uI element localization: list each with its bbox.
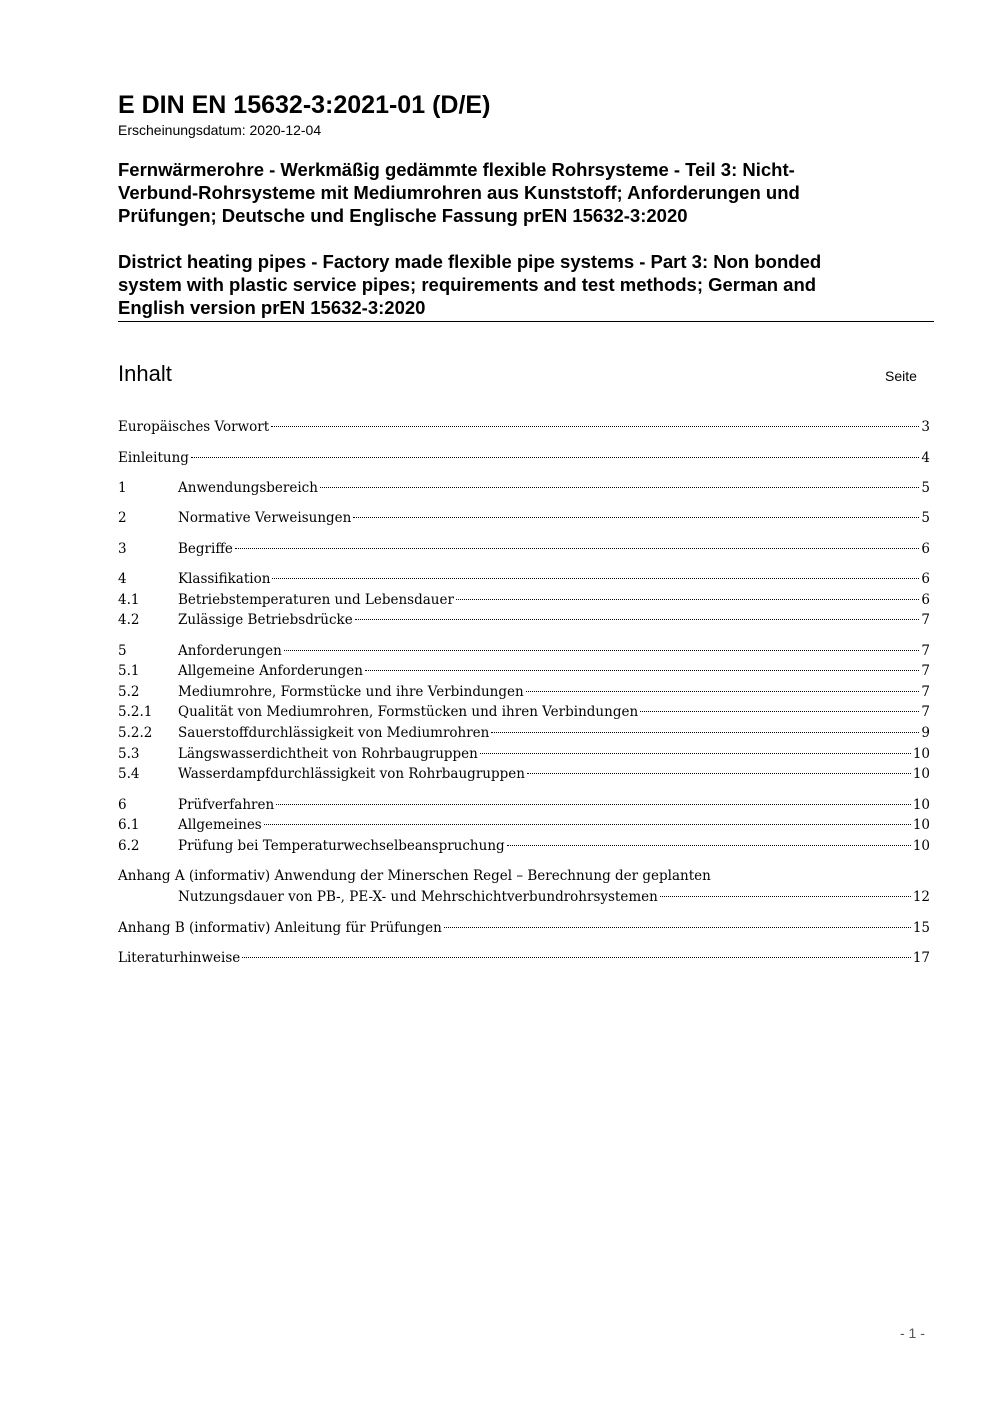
- toc-entry-label: Allgemeines: [178, 817, 262, 833]
- toc-entry[interactable]: [118, 764, 930, 784]
- toc-entry-page: 6: [921, 571, 930, 587]
- toc-leader: [456, 599, 919, 600]
- title-german: [118, 158, 918, 227]
- toc-entry[interactable]: [118, 448, 930, 468]
- toc-entry-page: 7: [921, 643, 930, 659]
- toc-entry-page: 10: [912, 766, 930, 782]
- toc-entry-page: 7: [921, 684, 930, 700]
- toc-entry-label: Normative Verweisungen: [178, 510, 352, 526]
- toc-entry-number: 5.3: [118, 746, 140, 762]
- toc-entry-page: 17: [912, 950, 930, 966]
- toc-leader: [365, 670, 919, 671]
- toc-entry-annex-b[interactable]: [118, 918, 930, 938]
- title-english-line: English version prEN 15632-3:2020: [118, 297, 426, 318]
- toc-leader: [444, 927, 911, 928]
- title-english: [118, 250, 918, 319]
- toc-entry[interactable]: [118, 508, 930, 528]
- title-german-line: Fernwärmerohre - Werkmäßig gedämmte flexible Rohrsysteme - Teil 3: Nicht-: [118, 159, 795, 180]
- toc-entry-number: 6.1: [118, 817, 140, 833]
- toc-entry-number: 4.1: [118, 592, 140, 608]
- toc-entry-annex-a[interactable]: [118, 866, 930, 908]
- toc-entry-page: 9: [921, 725, 930, 741]
- toc-leader: [272, 578, 919, 579]
- toc-leader: [527, 773, 911, 774]
- toc-entry-number: 4: [118, 571, 127, 587]
- toc-leader: [353, 517, 919, 518]
- toc-entry[interactable]: [118, 682, 930, 702]
- toc-entry-label: Literaturhinweise: [118, 950, 241, 966]
- title-english-line: District heating pipes - Factory made flexible pipe systems - Part 3: Non bonded: [118, 251, 822, 272]
- title-english-line: system with plastic service pipes; requirements and test methods; German and: [118, 274, 817, 295]
- toc-entry-label: Sauerstoffdurchlässigkeit von Mediumrohren: [178, 725, 490, 741]
- toc-leader: [235, 548, 920, 549]
- toc-entry-page: 10: [912, 838, 930, 854]
- toc-page-column-label: Seite: [885, 368, 917, 384]
- toc-entry[interactable]: [118, 539, 930, 559]
- toc-entry[interactable]: [118, 610, 930, 630]
- toc-entry-page: 5: [921, 510, 930, 526]
- toc-entry[interactable]: [118, 723, 930, 743]
- toc-leader: [491, 732, 919, 733]
- toc-entry-number: 5.2.1: [118, 704, 153, 720]
- toc-entry-page: 6: [921, 541, 930, 557]
- toc-entry-label: Anforderungen: [178, 643, 282, 659]
- toc-entry-page: 7: [921, 704, 930, 720]
- toc-entry-number: 5.2.2: [118, 725, 153, 741]
- toc-entry-label: Mediumrohre, Formstücke und ihre Verbindungen: [178, 684, 524, 700]
- toc-entry-label: Anhang A (informativ) Anwendung der Minerschen Regel – Berechnung der geplanten: [118, 868, 711, 884]
- toc-leader: [526, 691, 920, 692]
- toc-entry-label: Anhang B (informativ) Anleitung für Prüfungen: [118, 920, 442, 936]
- toc-entry-number: 1: [118, 480, 127, 496]
- toc-entry-label-continued: Nutzungsdauer von PB-, PE-X- und Mehrschichtverbundrohrsystemen: [178, 889, 658, 905]
- toc-entry[interactable]: [118, 836, 930, 856]
- toc-leader: [271, 426, 919, 427]
- toc-entry-number: 3: [118, 541, 127, 557]
- toc-entry[interactable]: [118, 795, 930, 815]
- toc-entry-number: 2: [118, 510, 127, 526]
- toc-leader: [191, 457, 919, 458]
- toc-entry-number: 5.1: [118, 663, 140, 679]
- toc-entry-label: Prüfverfahren: [178, 797, 275, 813]
- toc-entry-label: Anwendungsbereich: [178, 480, 318, 496]
- publication-date: Erscheinungsdatum: 2020-12-04: [118, 122, 322, 138]
- toc-entry-label: Europäisches Vorwort: [118, 419, 270, 435]
- toc-entry-label: Qualität von Mediumrohren, Formstücken und ihren Verbindungen: [178, 704, 639, 720]
- toc-entry-page: 15: [912, 920, 930, 936]
- toc-entry[interactable]: [118, 569, 930, 589]
- toc-entry-continuation: [118, 887, 930, 908]
- title-german-line: Verbund-Rohrsysteme mit Mediumrohren aus Kunststoff; Anforderungen und: [118, 182, 800, 203]
- toc-entry-number: 4.2: [118, 612, 140, 628]
- toc-heading: Inhalt: [118, 361, 172, 386]
- page-number: - 1 -: [900, 1325, 925, 1341]
- toc-entry-number: 6: [118, 797, 127, 813]
- toc-entry[interactable]: [118, 815, 930, 835]
- toc-entry-label: Begriffe: [178, 541, 233, 557]
- toc-leader: [276, 804, 911, 805]
- toc-entry[interactable]: [118, 744, 930, 764]
- toc-entry[interactable]: [118, 590, 930, 610]
- toc-leader: [320, 487, 919, 488]
- document-id: E DIN EN 15632-3:2021-01 (D/E): [118, 91, 491, 119]
- toc-entry-label: Zulässige Betriebsdrücke: [178, 612, 353, 628]
- toc-leader: [355, 619, 920, 620]
- toc-entry-page: 10: [912, 817, 930, 833]
- toc-entry-page: 3: [921, 419, 930, 435]
- toc-entry-number: 6.2: [118, 838, 140, 854]
- toc-entry-page: 7: [921, 663, 930, 679]
- toc-entry-number: 5.4: [118, 766, 140, 782]
- toc-entry-page: 12: [912, 889, 930, 905]
- toc-leader: [242, 957, 911, 958]
- toc-entry-page: 4: [921, 450, 930, 466]
- toc-leader: [264, 824, 911, 825]
- toc-entry-label: Prüfung bei Temperaturwechselbeanspruchung: [178, 838, 505, 854]
- toc-entry-label: Einleitung: [118, 450, 189, 466]
- toc-entry-number: 5: [118, 643, 127, 659]
- toc-leader: [507, 845, 911, 846]
- toc-leader: [660, 896, 911, 897]
- toc-entry-page: 10: [912, 797, 930, 813]
- toc-entry[interactable]: [118, 661, 930, 681]
- toc-leader: [284, 650, 920, 651]
- toc-leader: [480, 753, 911, 754]
- toc-entry-bibliography[interactable]: [118, 948, 930, 968]
- toc-entry-page: 7: [921, 612, 930, 628]
- toc-leader: [640, 711, 919, 712]
- toc-entry[interactable]: [118, 702, 930, 722]
- toc-entry[interactable]: [118, 641, 930, 661]
- toc-entry-number: 5.2: [118, 684, 140, 700]
- toc-entry-label: Allgemeine Anforderungen: [178, 663, 363, 679]
- toc-entry-page: 5: [921, 480, 930, 496]
- title-divider: [118, 321, 934, 322]
- toc-entry-label: Wasserdampfdurchlässigkeit von Rohrbaugruppen: [178, 766, 525, 782]
- toc-entry-label: Längswasserdichtheit von Rohrbaugruppen: [178, 746, 478, 762]
- toc-entry-page: 10: [912, 746, 930, 762]
- toc-entry-label: Klassifikation: [178, 571, 271, 587]
- title-german-line: Prüfungen; Deutsche und Englische Fassung prEN 15632-3:2020: [118, 205, 688, 226]
- toc-entry-page: 6: [921, 592, 930, 608]
- toc-entry[interactable]: [118, 417, 930, 437]
- toc-entry-label: Betriebstemperaturen und Lebensdauer: [178, 592, 454, 608]
- toc-entry[interactable]: [118, 478, 930, 498]
